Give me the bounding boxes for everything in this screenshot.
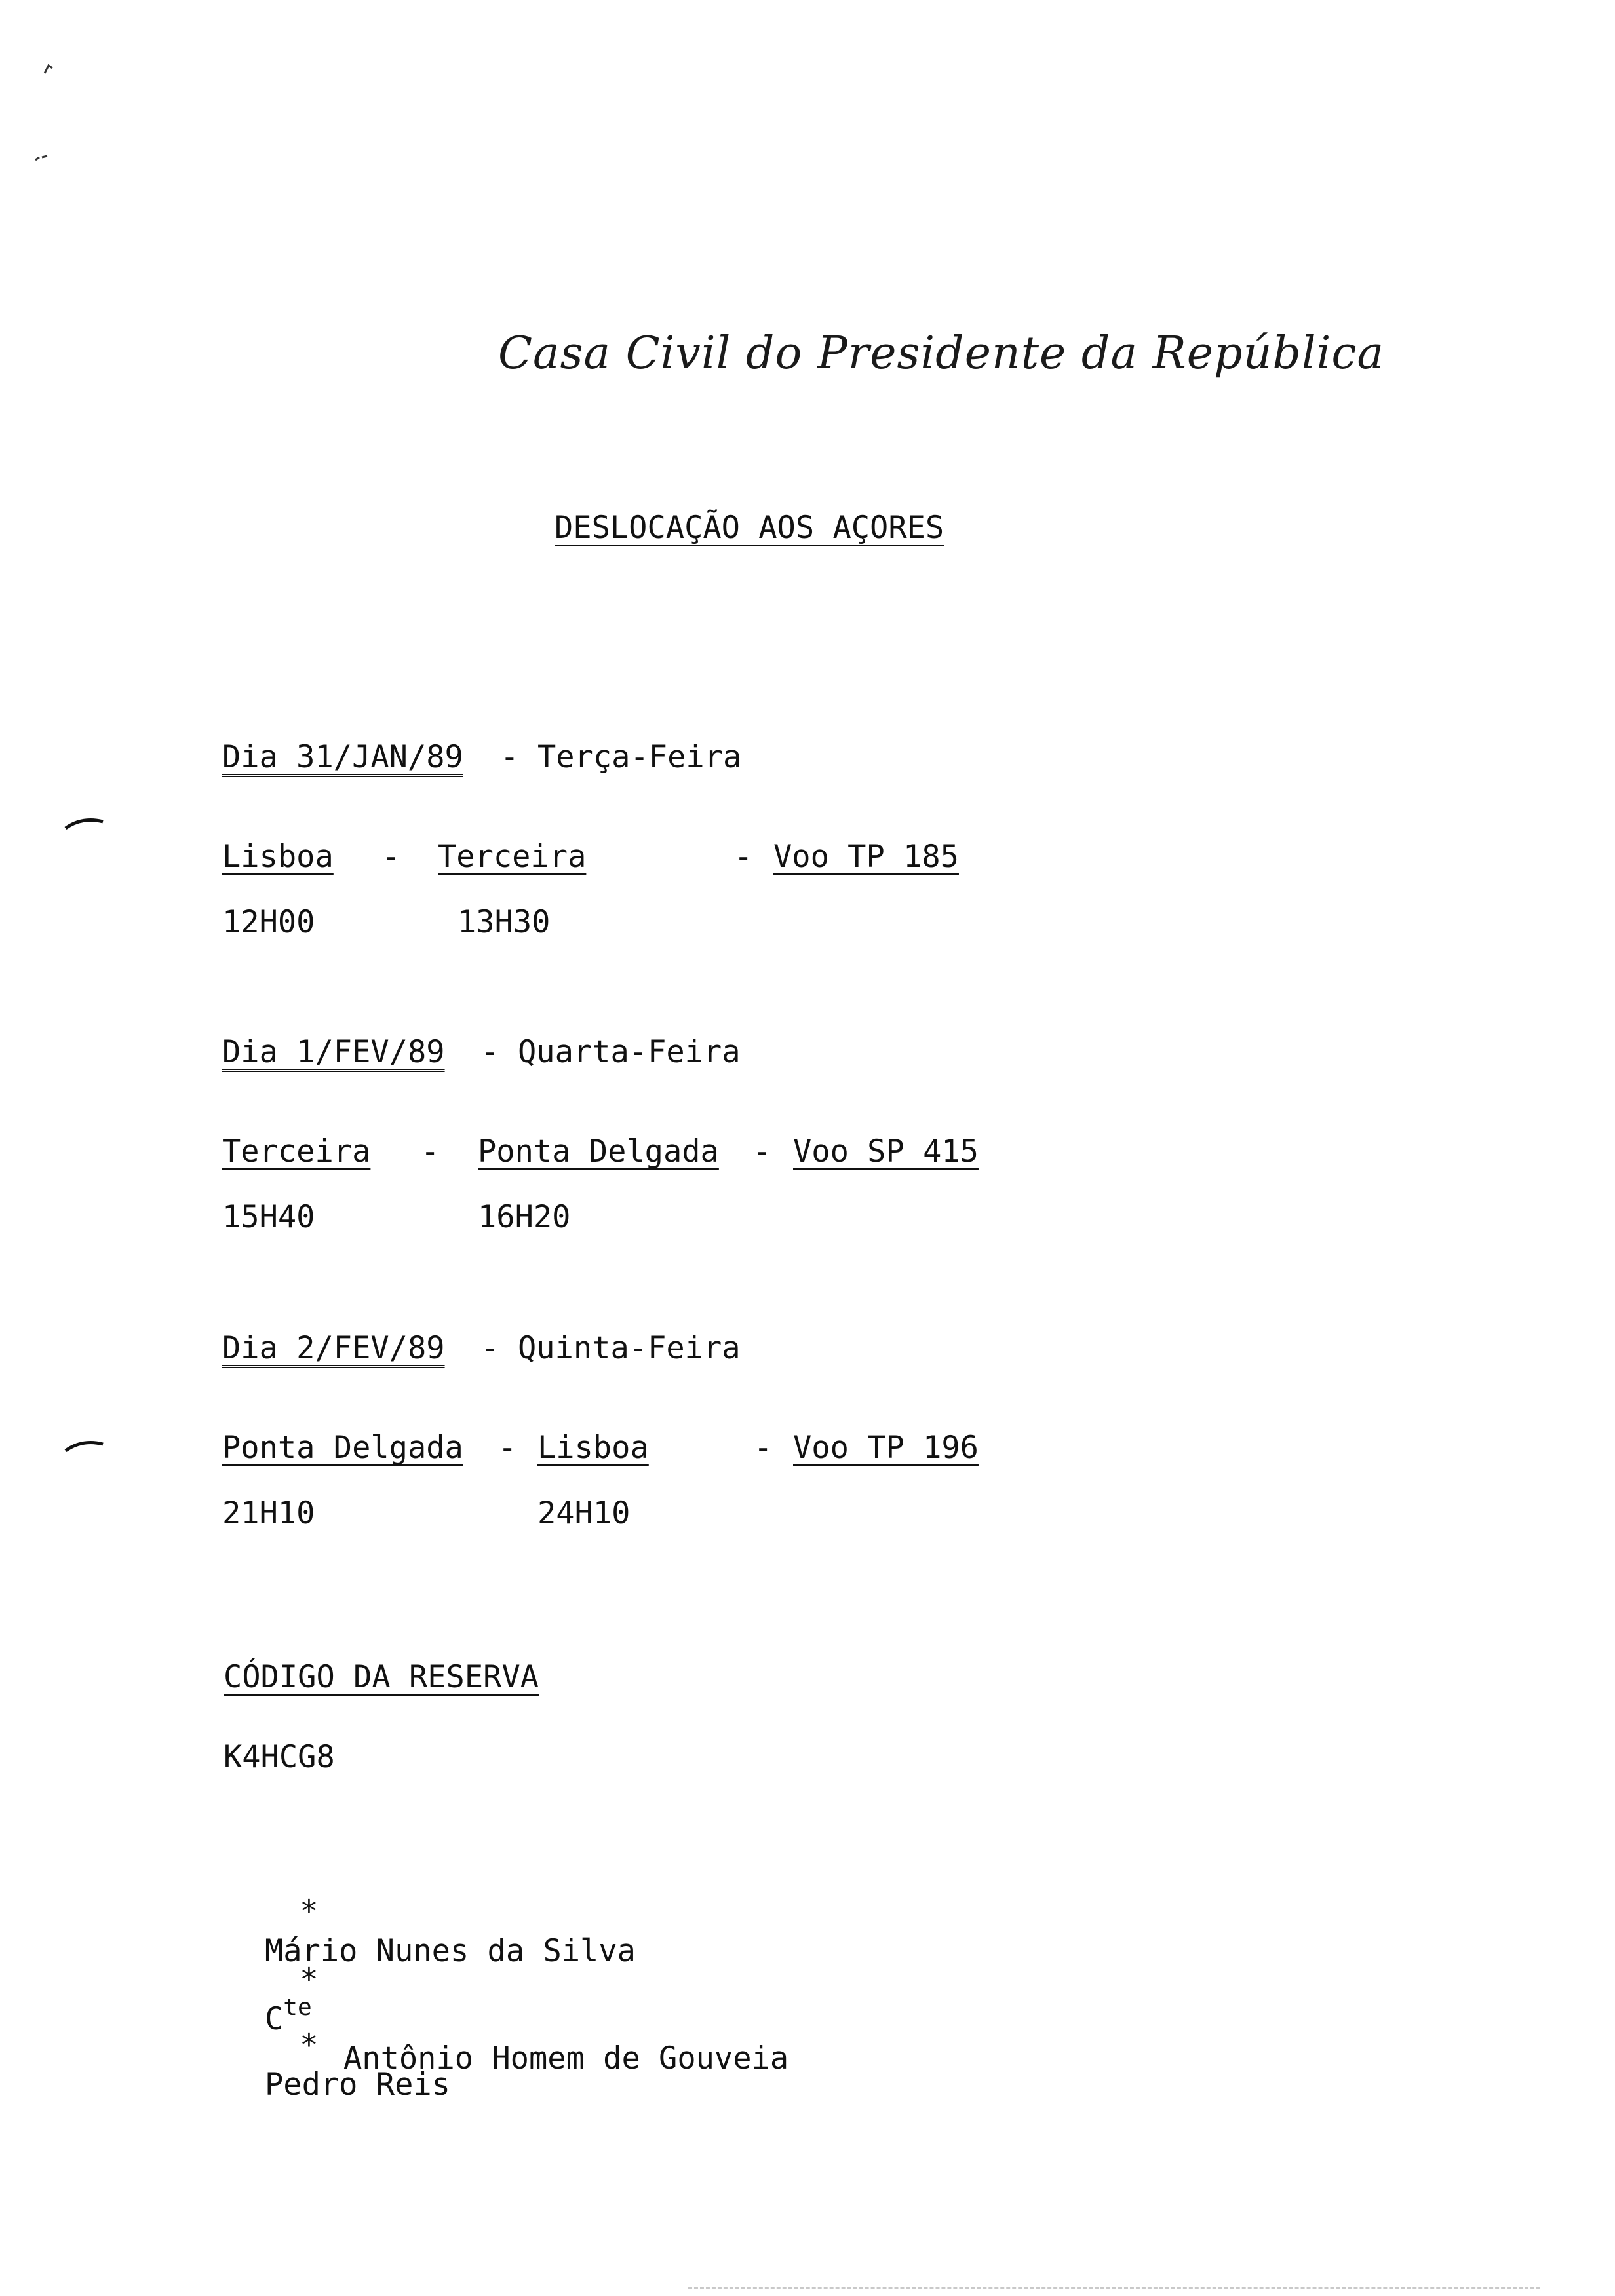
day-separator: -	[462, 1330, 518, 1366]
route-destination: Lisboa	[537, 1430, 649, 1466]
day-separator: -	[462, 1034, 518, 1070]
flight-number: Voo TP 185	[773, 839, 959, 875]
departure-time: 21H10	[222, 1495, 315, 1531]
day-weekday: Quinta-Feira	[518, 1330, 741, 1366]
route-dash: -	[498, 1430, 517, 1466]
flight-number: Voo TP 196	[793, 1430, 979, 1466]
day-weekday: Terça-Feira	[537, 739, 742, 775]
bullet: *	[300, 1894, 319, 1930]
passenger-title: $C^{te}$	[265, 1994, 312, 2037]
punch-mark-icon	[62, 813, 108, 832]
flight-dash: -	[754, 1430, 773, 1466]
punch-mark-icon	[62, 1435, 108, 1455]
day-date: Dia 2/FEV/89	[222, 1330, 445, 1366]
day-separator: -	[482, 739, 537, 775]
bullet: *	[300, 2027, 319, 2063]
list-item	[225, 1987, 450, 2144]
departure-time: 12H00	[222, 904, 315, 940]
route-destination: Terceira	[438, 839, 587, 875]
flight-number: Voo SP 415	[793, 1134, 979, 1170]
route-dash: -	[381, 839, 400, 875]
day-date: Dia 31/JAN/89	[222, 739, 463, 775]
route-origin: Ponta Delgada	[222, 1430, 463, 1466]
arrival-time: 16H20	[478, 1199, 571, 1235]
passenger-name: Mário Nunes da Silva	[265, 1933, 636, 1969]
arrival-time: 13H30	[457, 904, 551, 940]
passenger-name: Pedro Reis	[265, 2067, 450, 2103]
bullet: *	[300, 1962, 319, 1998]
day-weekday: Quarta-Feira	[518, 1034, 741, 1070]
document-title: DESLOCAÇÃO AOS AÇORES	[555, 510, 944, 546]
letterhead: Casa Civil do Presidente da República	[498, 328, 1385, 379]
passenger-name: Antônio Homem de Gouveia	[343, 2040, 789, 2076]
page-edge-line	[688, 2287, 1540, 2289]
reservation-label: CÓDIGO DA RESERVA	[224, 1659, 539, 1695]
route-origin: Lisboa	[222, 839, 334, 875]
speck-icon	[33, 151, 52, 164]
route-destination: Ponta Delgada	[478, 1134, 719, 1170]
departure-time: 15H40	[222, 1199, 315, 1235]
flight-dash: -	[752, 1134, 771, 1170]
flight-dash: -	[734, 839, 753, 875]
reservation-code: K4HCG8	[224, 1739, 335, 1775]
speck-icon	[39, 59, 59, 79]
arrival-time: 24H10	[537, 1495, 631, 1531]
route-origin: Terceira	[222, 1134, 371, 1170]
route-dash: -	[421, 1134, 440, 1170]
day-date: Dia 1/FEV/89	[222, 1034, 445, 1070]
